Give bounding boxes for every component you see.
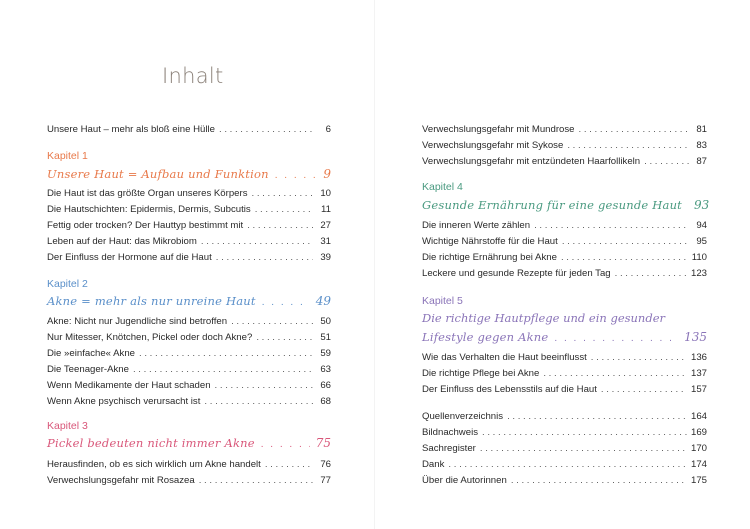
entry-page: 39 xyxy=(320,252,331,263)
leader-dots xyxy=(265,459,313,471)
chapter-title-line1: Die richtige Hautpflege und ein gesunder xyxy=(422,311,665,325)
chapter-title: Unsere Haut = Aufbau und Funktion xyxy=(47,167,269,181)
entry-page: 76 xyxy=(320,459,331,470)
leader-dots xyxy=(448,459,687,471)
toc-entry xyxy=(47,459,331,471)
entry-text: Bildnachweis xyxy=(422,427,478,438)
chapter-label: Kapitel 1 xyxy=(47,150,88,162)
entry-page: 51 xyxy=(320,332,331,343)
entry-page: 94 xyxy=(696,220,707,231)
entry-page: 31 xyxy=(320,236,331,247)
chapter-title: Pickel bedeuten nicht immer Akne xyxy=(47,436,255,450)
chapter-title-line2: Lifestyle gegen Akne xyxy=(422,330,549,344)
leader-dots xyxy=(543,368,687,380)
leader-dots xyxy=(256,332,313,344)
leader-dots xyxy=(216,252,313,264)
toc-entry xyxy=(422,459,707,471)
entry-page: 27 xyxy=(320,220,331,231)
entry-page: 174 xyxy=(690,459,707,470)
toc-entry xyxy=(422,352,707,364)
entry-page: 63 xyxy=(320,364,331,375)
right-page xyxy=(375,0,750,529)
entry-text: Fettig oder trocken? Der Hauttyp bestimmt mit xyxy=(47,220,244,231)
toc-entry xyxy=(422,140,707,152)
entry-page: 83 xyxy=(696,140,707,151)
entry-page: 59 xyxy=(320,348,331,359)
leader-dots xyxy=(204,396,313,408)
entry-text: Leckere und gesunde Rezepte für jeden Tag xyxy=(422,268,611,279)
chapter-label: Kapitel 4 xyxy=(422,181,463,193)
toc-entry xyxy=(47,236,331,248)
entry-page: 6 xyxy=(325,124,331,135)
chapter-page: 49 xyxy=(315,294,331,308)
entry-page: 87 xyxy=(696,156,707,167)
entry-page: 136 xyxy=(690,352,707,363)
leader-dots xyxy=(534,220,689,232)
chapter-heading xyxy=(47,436,331,450)
entry-page: 123 xyxy=(690,268,707,279)
leader-dots xyxy=(133,364,313,376)
leader-dots xyxy=(231,316,313,328)
leader-dots xyxy=(275,170,318,181)
toc-entry xyxy=(47,396,331,408)
toc-entry xyxy=(47,332,331,344)
leader-dots xyxy=(199,475,313,487)
toc-entry xyxy=(422,252,707,264)
entry-text: Die Hautschichten: Epidermis, Dermis, Subcutis xyxy=(47,204,251,215)
toc-entry xyxy=(422,443,707,455)
toc-entry xyxy=(422,368,707,380)
chapter-title: Gesunde Ernährung für eine gesunde Haut xyxy=(422,198,683,212)
entry-text: Der Einfluss des Lebensstils auf die Haut xyxy=(422,384,597,395)
entry-text: Nur Mitesser, Knötchen, Pickel oder doch Akne? xyxy=(47,332,253,343)
toc-entry xyxy=(422,384,707,396)
toc-entry xyxy=(47,252,331,264)
leader-dots xyxy=(215,380,313,392)
entry-text: Wichtige Nährstoffe für die Haut xyxy=(422,236,558,247)
entry-text: Die Teenager-Akne xyxy=(47,364,129,375)
entry-text: Wenn Akne psychisch verursacht ist xyxy=(47,396,201,407)
entry-text: Leben auf der Haut: das Mikrobiom xyxy=(47,236,197,247)
leader-dots xyxy=(139,348,313,360)
toc-entry xyxy=(422,427,707,439)
entry-text: Die richtige Pflege bei Akne xyxy=(422,368,540,379)
entry-text: Unsere Haut – mehr als bloß eine Hülle xyxy=(47,124,215,135)
entry-page: 50 xyxy=(320,316,331,327)
leader-dots xyxy=(261,439,310,450)
entry-text: Akne: Nicht nur Jugendliche sind betroffen xyxy=(47,316,228,327)
entry-page: 157 xyxy=(690,384,707,395)
leader-dots xyxy=(601,384,687,396)
entry-page: 11 xyxy=(321,204,331,215)
entry-page: 77 xyxy=(320,475,331,486)
leader-dots xyxy=(562,236,689,248)
toc-entry xyxy=(47,188,331,200)
leader-dots xyxy=(247,220,313,232)
entry-page: 169 xyxy=(690,427,707,438)
entry-page: 66 xyxy=(320,380,331,391)
entry-page: 170 xyxy=(690,443,707,454)
toc-entry xyxy=(422,220,707,232)
leader-dots xyxy=(255,204,313,216)
chapter-heading xyxy=(422,198,710,212)
entry-text: Sachregister xyxy=(422,443,476,454)
chapter-page: 135 xyxy=(684,330,707,344)
entry-page: 164 xyxy=(690,411,707,422)
entry-page: 68 xyxy=(320,396,331,407)
leader-dots xyxy=(511,475,687,487)
toc-entry xyxy=(47,124,331,136)
leader-dots xyxy=(219,124,313,136)
leader-dots xyxy=(591,352,687,364)
chapter-label: Kapitel 5 xyxy=(422,295,463,307)
entry-text: Die Haut ist das größte Organ unseres Körpers xyxy=(47,188,248,199)
chapter-heading xyxy=(422,330,707,344)
leader-dots xyxy=(252,188,314,200)
entry-text: Verwechslungsgefahr mit entzündeten Haarfollikeln xyxy=(422,156,641,167)
entry-text: Wenn Medikamente der Haut schaden xyxy=(47,380,211,391)
leader-dots xyxy=(554,333,678,344)
leader-dots xyxy=(615,268,687,280)
toc-entry xyxy=(422,124,707,136)
leader-dots xyxy=(567,140,689,152)
toc-entry xyxy=(47,380,331,392)
chapter-title: Akne = mehr als nur unreine Haut xyxy=(47,294,256,308)
toc-entry xyxy=(47,364,331,376)
entry-text: Verwechslungsgefahr mit Mundrose xyxy=(422,124,575,135)
toc-entry xyxy=(47,204,331,216)
leader-dots xyxy=(579,124,689,136)
leader-dots xyxy=(480,443,687,455)
entry-text: Die inneren Werte zählen xyxy=(422,220,531,231)
toc-entry xyxy=(47,348,331,360)
entry-page: 10 xyxy=(320,188,331,199)
chapter-label: Kapitel 3 xyxy=(47,420,88,432)
entry-text: Wie das Verhalten die Haut beeinflusst xyxy=(422,352,587,363)
entry-text: Dank xyxy=(422,459,445,470)
leader-dots xyxy=(482,427,687,439)
toc-entry xyxy=(422,156,707,168)
chapter-heading xyxy=(47,167,331,181)
toc-entry xyxy=(47,475,331,487)
entry-text: Der Einfluss der Hormone auf die Haut xyxy=(47,252,212,263)
chapter-label: Kapitel 2 xyxy=(47,278,88,290)
toc-entry xyxy=(422,475,707,487)
chapter-heading xyxy=(47,294,331,308)
leader-dots xyxy=(262,297,310,308)
toc-entry xyxy=(422,411,707,423)
entry-text: Quellenverzeichnis xyxy=(422,411,504,422)
entry-text: Die »einfache« Akne xyxy=(47,348,136,359)
entry-text: Verwechslungsgefahr mit Rosazea xyxy=(47,475,195,486)
entry-text: Die richtige Ernährung bei Akne xyxy=(422,252,557,263)
entry-page: 137 xyxy=(690,368,707,379)
leader-dots xyxy=(507,411,687,423)
entry-page: 95 xyxy=(696,236,707,247)
toc-entry xyxy=(422,268,707,280)
chapter-page: 9 xyxy=(323,167,331,181)
entry-text: Herausfinden, ob es sich wirklich um Akne handelt xyxy=(47,459,261,470)
toc-entry xyxy=(47,220,331,232)
entry-text: Über die Autorinnen xyxy=(422,475,507,486)
leader-dots xyxy=(561,252,688,264)
chapter-page: 75 xyxy=(315,436,331,450)
toc-entry xyxy=(47,316,331,328)
toc-entry xyxy=(422,236,707,248)
leader-dots xyxy=(644,156,689,168)
entry-text: Verwechslungsgefahr mit Sykose xyxy=(422,140,564,151)
chapter-page: 93 xyxy=(694,198,710,212)
entry-page: 81 xyxy=(696,124,707,135)
entry-page: 110 xyxy=(691,252,707,263)
leader-dots xyxy=(201,236,313,248)
entry-page: 175 xyxy=(690,475,707,486)
toc-title: Inhalt xyxy=(162,64,224,88)
